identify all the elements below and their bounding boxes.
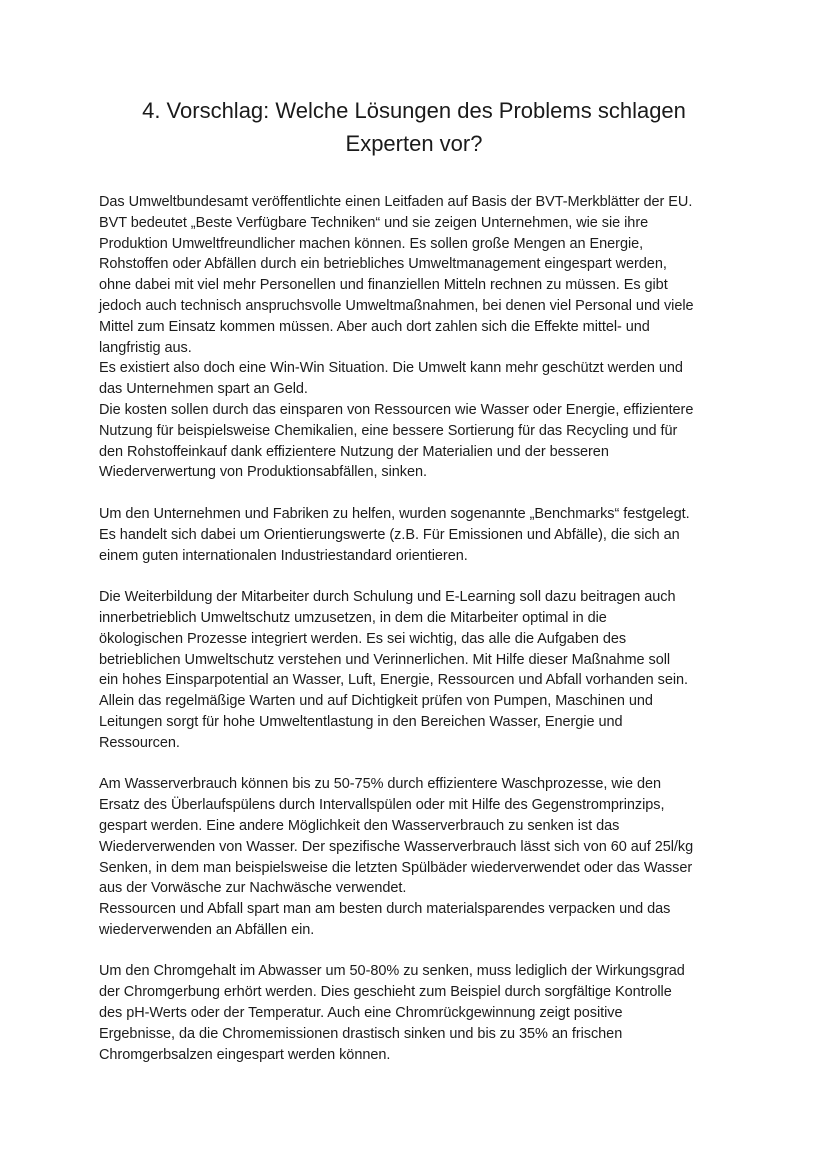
text-line: Es handelt sich dabei um Orientierungswerte (z.B. Für Emissionen und Abfälle), die sich an — [99, 526, 680, 543]
text-line: innerbetrieblich Umweltschutz umzusetzen, in dem die Mitarbeiter optimal in die — [99, 609, 607, 626]
paragraph-bvt-guideline — [99, 192, 739, 483]
page-title — [100, 94, 728, 160]
text-line: Wiederverwertung von Produktionsabfällen, sinken. — [99, 464, 428, 481]
text-line: Mittel zum Einsatz kommen müssen. Aber auch dort zahlen sich die Effekte mittel- und — [99, 318, 650, 335]
text-line: wiederverwenden an Abfällen ein. — [99, 921, 315, 938]
text-line: Um den Unternehmen und Fabriken zu helfen, wurden sogenannte „Benchmarks“ festgelegt. — [99, 505, 690, 522]
paragraph-spacer — [99, 754, 739, 775]
paragraph-spacer — [99, 941, 739, 962]
title-line: Experten vor? — [345, 131, 483, 156]
text-line: Wiederverwenden von Wasser. Der spezifische Wasserverbrauch lässt sich von 60 auf 25l/kg — [99, 838, 694, 855]
paragraph-water-usage — [99, 774, 739, 940]
paragraph-spacer — [99, 566, 739, 587]
text-line: den Rohstoffeinkauf dank effizientere Nutzung der Materialien und der besseren — [99, 443, 609, 460]
text-line: jedoch auch technisch anspruchsvolle Umweltmaßnahmen, bei denen viel Personal und viele — [99, 297, 694, 314]
text-line: betrieblichen Umweltschutz verstehen und Verinnerlichen. Mit Hilfe dieser Maßnahme soll — [99, 651, 671, 668]
paragraph-chrome — [99, 961, 739, 1065]
text-line: langfristig aus. — [99, 339, 192, 356]
text-line: ein hohes Einsparpotential an Wasser, Luft, Energie, Ressourcen und Abfall vorhanden sein. — [99, 672, 689, 689]
paragraph-spacer — [99, 483, 739, 504]
text-line: Senken, in dem man beispielsweise die letzten Spülbäder wiederverwendet oder das Wasser — [99, 859, 693, 876]
text-line: Chromgerbsalzen eingespart werden können. — [99, 1046, 391, 1063]
text-line: BVT bedeutet „Beste Verfügbare Techniken“ und sie zeigen Unternehmen, wie sie ihre — [99, 214, 649, 231]
text-line: Die Weiterbildung der Mitarbeiter durch Schulung und E-Learning soll dazu beitragen auch — [99, 589, 676, 606]
text-line: Ersatz des Überlaufspülens durch Intervallspülen oder mit Hilfe des Gegenstromprinzips, — [99, 797, 665, 814]
text-line: Es existiert also doch eine Win-Win Situation. Die Umwelt kann mehr geschützt werden und — [99, 360, 683, 377]
text-line: einem guten internationalen Industriestandard orientieren. — [99, 547, 468, 564]
paragraph-training — [99, 587, 739, 753]
text-line: Ressourcen und Abfall spart man am besten durch materialsparendes verpacken und das — [99, 901, 671, 918]
text-line: Ergebnisse, da die Chromemissionen drastisch sinken und bis zu 35% an frischen — [99, 1025, 623, 1042]
document-body — [99, 192, 739, 1065]
text-line: das Unternehmen spart an Geld. — [99, 381, 308, 398]
text-line: Leitungen sorgt für hohe Umweltentlastung in den Bereichen Wasser, Energie und — [99, 713, 623, 730]
text-line: ökologischen Prozesse integriert werden. Es sei wichtig, das alle die Aufgaben des — [99, 630, 627, 647]
text-line: Um den Chromgehalt im Abwasser um 50-80% zu senken, muss lediglich der Wirkungsgrad — [99, 963, 685, 980]
text-line: Das Umweltbundesamt veröffentlichte einen Leitfaden auf Basis der BVT-Merkblätter der EU. — [99, 194, 693, 210]
text-line: Die kosten sollen durch das einsparen von Ressourcen wie Wasser oder Energie, effizientere — [99, 401, 694, 418]
text-line: Am Wasserverbrauch können bis zu 50-75% durch effizientere Waschprozesse, wie den — [99, 776, 661, 793]
text-line: gespart werden. Eine andere Möglichkeit den Wasserverbrauch zu senken ist das — [99, 817, 620, 834]
title-line: 4. Vorschlag: Welche Lösungen des Problems schlagen — [142, 98, 686, 123]
text-line: aus der Vorwäsche zur Nachwäsche verwendet. — [99, 880, 407, 897]
text-line: Ressourcen. — [99, 734, 180, 751]
text-line: Rohstoffen oder Abfällen durch ein betriebliches Umweltmanagement eingespart werden, — [99, 256, 667, 273]
text-line: des pH-Werts oder der Temperatur. Auch eine Chromrückgewinnung zeigt positive — [99, 1005, 623, 1022]
text-line: ohne dabei mit viel mehr Personellen und finanziellen Mitteln rechnen zu müssen. Es gibt — [99, 277, 668, 294]
text-line: Nutzung für beispielsweise Chemikalien, eine bessere Sortierung für das Recycling und für — [99, 422, 678, 439]
text-line: Allein das regelmäßige Warten und auf Dichtigkeit prüfen von Pumpen, Maschinen und — [99, 693, 653, 710]
text-line: der Chromgerbung erhört werden. Dies geschieht zum Beispiel durch sorgfältige Kontrolle — [99, 984, 672, 1001]
paragraph-benchmarks — [99, 504, 739, 566]
text-line: Produktion Umweltfreundlicher machen können. Es sollen große Mengen an Energie, — [99, 235, 644, 252]
